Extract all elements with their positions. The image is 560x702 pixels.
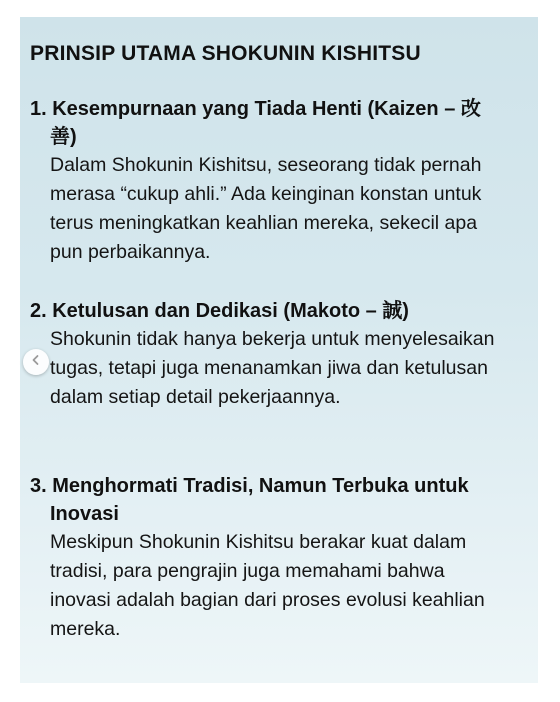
principle-item-2 (30, 297, 500, 412)
carousel-prev-button[interactable] (23, 349, 49, 375)
slide-title: PRINSIP UTAMA SHOKUNIN KISHITSU (30, 42, 421, 65)
principle-description: Meskipun Shokunin Kishitsu berakar kuat dalam tradisi, para pengrajin juga memahami bahwa inovasi adalah bagian dari proses evolusi keahlian mereka. (50, 531, 485, 640)
chevron-left-icon (30, 353, 42, 371)
principle-item-3 (30, 472, 500, 644)
principle-description: Shokunin tidak hanya bekerja untuk menyelesaikan tugas, tetapi juga menanamkan jiwa dan ketulusan dalam setiap detail pekerjaannya. (50, 328, 495, 408)
principle-heading: 1. Kesempurnaan yang Tiada Henti (Kaizen – 改善) (30, 98, 481, 148)
principle-item-1 (30, 95, 500, 267)
principle-description: Dalam Shokunin Kishitsu, seseorang tidak pernah merasa “cukup ahli.” Ada keinginan konstan untuk terus meningkatkan keahlian mereka, sekecil apa pun perbaikannya. (50, 154, 482, 263)
principle-heading: 3. Menghormati Tradisi, Namun Terbuka untuk Inovasi (30, 475, 469, 525)
principle-heading: 2. Ketulusan dan Dedikasi (Makoto – 誠) (30, 300, 409, 322)
